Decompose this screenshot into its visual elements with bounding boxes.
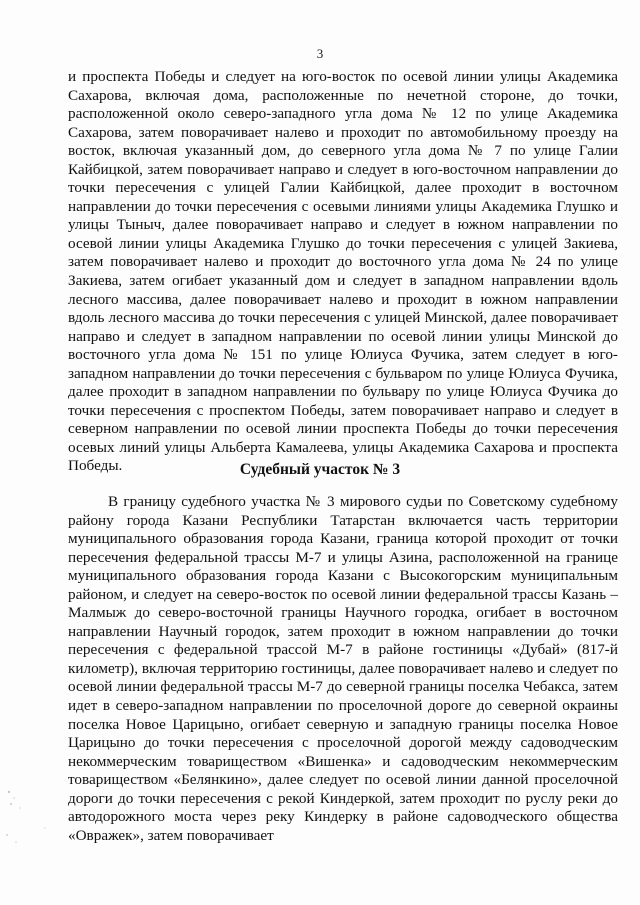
section-heading: Судебный участок № 3 xyxy=(239,461,401,478)
page-number: 3 xyxy=(316,46,324,61)
body-paragraph-continuation: и проспекта Победы и следует на юго-восток по осевой линии улицы Академика Сахарова, включая дома, расположенные по нечетной стороне, до точки, расположенной около северо-западного угла дома № 12 по улице Академика Сахарова, затем поворачивает налево и проходит по автомобильному проезду на восток, включая указанный дом, до северного угла дома № 7 по улице Галии Кайбицкой, затем поворачивает направо и следует в юго-восточном направлении до точки пересечения с улицей Галии Кайбицкой, далее проходит в восточном направлении до точки пересечения с осевыми линиями улицы Академика Глушко и улицы Тыныч, далее поворачивает направо и следует в южном направлении по осевой линии улицы Академика Глушко до точки пересечения с улицей Закиева, затем поворачивает налево и проходит до восточного угла дома № 24 по улице Закиева, затем огибает указанный дом и следует в западном направлении вдоль лесного массива, далее поворачивает налево и проходит в южном направлении вдоль лесного массива до точки пересечения с улицей Минской, далее поворачивает направо и следует в западном направлении по осевой линии улицы Минской до восточного угла дома № 151 по улице Юлиуса Фучика, затем следует в юго-западном направлении до точки пересечения с бульваром по улице Юлиуса Фучика, далее проходит в западном направлении по бульвару по улице Юлиуса Фучика до точки пересечения с проспектом Победы, затем поворачивает направо и следует в северном направлении по осевой линии проспекта Победы до точки пересечения осевых линий улицы Альберта Камалеева, улицы Академика Сахарова и проспекта Победы. xyxy=(68,68,618,475)
body-paragraph-section-3: В границу судебного участка № 3 мирового судьи по Советскому судебному району города Казани Республики Татарстан включается часть территории муниципального образования города Казани, граница которой проходит от точки пересечения федеральной трассы М-7 и улицы Азина, расположенной на границе муниципального образования города Казани с Высокогорским муниципальным районом, и следует на северо-восток по осевой линии федеральной трассы Казань – Малмыж до северо-восточной границы Научного городка, огибает в восточном направлении Научный городок, затем проходит в южном направлении до точки пересечения с федеральной трассой М-7 в районе гостиницы «Дубай» (817-й километр), включая территорию гостиницы, далее поворачивает налево и следует по осевой линии федеральной трассы М-7 до северной границы поселка Чебакса, затем идет в северо-западном направлении по проселочной дороге до северной окраины поселка Новое Царицыно, огибает северную и западную границы поселка Новое Царицыно до точки пересечения с проселочной дорогой между садоводческим некоммерческим товариществом «Вишенка» и садоводческим некоммерческим товариществом «Белянкино», далее следует по осевой линии данной проселочной дороги до точки пересечения с рекой Киндеркой, затем проходит по руслу реки до автодорожного моста через реку Киндерку в районе садоводческого общества «Овражек», затем поворачивает xyxy=(68,493,618,844)
